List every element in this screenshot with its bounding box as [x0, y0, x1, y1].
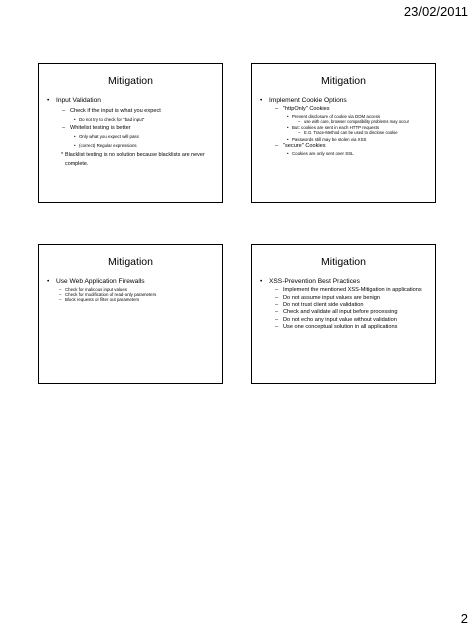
bullet-item: • XSS-Prevention Best Practices	[260, 278, 429, 286]
bullet-item: – E.G. Trace-Method can be used to disclose cookie	[260, 131, 429, 136]
slide-cookie-options	[251, 63, 436, 203]
bullet-item: – Check for malicous input values	[47, 287, 216, 292]
slide-bullet-list	[39, 278, 222, 302]
slide-xss-best-practices	[251, 244, 436, 384]
blacklist-note: * Blacklist testing is no solution because blacklists are never complete.	[47, 151, 216, 170]
slide-bullet-list	[252, 278, 435, 331]
bullet-item: – Whitelist testing is better	[47, 125, 216, 131]
bullet-item: – Implement the mentioned XSS-Mitigation in applications	[260, 287, 429, 293]
slide-title: Mitigation	[321, 256, 366, 268]
bullet-item: – Check for modification of read-only parameters	[47, 292, 216, 297]
bullet-item: • Implement Cookie Options	[260, 97, 429, 105]
bullet-item: • Cookies are only sent over SSL	[260, 151, 429, 156]
bullet-item: • Only what you expect will pass	[47, 134, 216, 139]
slide-title: Mitigation	[321, 75, 366, 87]
bullet-item: – Use one conceptual solution in all applications	[260, 324, 429, 330]
bullet-item: – Check and validate all input before processing	[260, 309, 429, 315]
bullet-item: • Prevent disclosure of cookie via DOM access	[260, 114, 429, 119]
slide-title: Mitigation	[108, 256, 153, 268]
bullet-item: – Block requests or filter out parameters	[47, 297, 216, 302]
bullet-item: • But: cookies are sent in each HTTP requests	[260, 125, 429, 130]
slide-input-validation	[38, 63, 223, 203]
bullet-item: • (correct) Regular expressions	[47, 143, 216, 148]
bullet-item: – Check if the input is what you expect	[47, 108, 216, 114]
slide-bullet-list	[252, 97, 435, 156]
bullet-item: – Do not echo any input value without validation	[260, 317, 429, 323]
bullet-item: • Passwords still may be stolen via XSS	[260, 137, 429, 142]
slide-bullet-list	[39, 97, 222, 170]
print-date: 23/02/2011	[403, 4, 468, 19]
bullet-item: • Use Web Application Firewalls	[47, 278, 216, 286]
bullet-item: – "secure" Cookies	[260, 143, 429, 149]
bullet-item: – Do not assume input values are benign	[260, 295, 429, 301]
page-number: 2	[460, 611, 468, 626]
bullet-item: – Do not trust client side validation	[260, 302, 429, 308]
bullet-item: • Do not try to check for "bad input"	[47, 117, 216, 122]
bullet-item: – use with care, browser compatibility problems may occur	[260, 120, 429, 125]
bullet-item: – "httpOnly" Cookies	[260, 106, 429, 112]
slide-web-app-firewalls	[38, 244, 223, 384]
slide-title: Mitigation	[108, 75, 153, 87]
bullet-item: • Input Validation	[47, 97, 216, 105]
